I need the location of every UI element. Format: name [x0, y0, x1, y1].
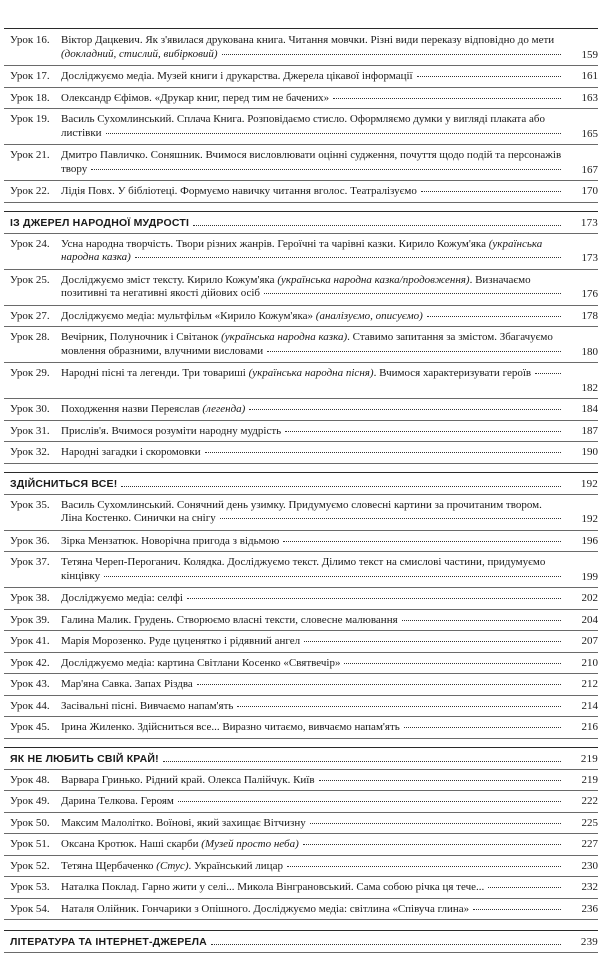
- page-number: 159: [581, 48, 598, 61]
- section-heading-literature-sources[interactable]: [4, 930, 598, 953]
- dot-leader: [187, 598, 561, 599]
- lesson-number: Урок 30.: [10, 403, 50, 415]
- dot-leader: [287, 866, 561, 867]
- dot-leader: [333, 98, 561, 99]
- lesson-group-c: [4, 495, 598, 739]
- toc-entry[interactable]: [4, 531, 598, 553]
- dot-leader: [211, 944, 561, 945]
- lesson-line: [61, 367, 565, 381]
- section-heading-folk-wisdom[interactable]: [4, 211, 598, 234]
- lesson-line: [61, 238, 565, 265]
- section-page-number: 173: [580, 216, 598, 229]
- lesson-title: Засівальні пісні. Вивчаємо напам'ять: [61, 699, 234, 712]
- dot-leader: [163, 761, 561, 762]
- lesson-number: Урок 24.: [10, 237, 50, 250]
- lesson-line: [61, 795, 565, 809]
- lesson-body: [61, 499, 565, 526]
- dot-leader: [197, 684, 561, 685]
- lesson-line: [61, 70, 565, 84]
- toc-entry[interactable]: [4, 327, 598, 363]
- toc-entry[interactable]: [4, 653, 598, 675]
- dot-leader: [285, 431, 561, 432]
- toc-entry[interactable]: [4, 770, 598, 792]
- lesson-number: Урок 53.: [10, 881, 50, 893]
- toc-entry[interactable]: [4, 631, 598, 653]
- page-number: 161: [581, 70, 598, 82]
- lesson-body: [61, 678, 565, 692]
- page-number: 184: [581, 403, 598, 415]
- lesson-line: [61, 403, 565, 417]
- lesson-body: [61, 238, 565, 265]
- lesson-body: [61, 535, 565, 549]
- lesson-body: [61, 274, 565, 301]
- lesson-number: Урок 31.: [10, 424, 50, 437]
- dot-leader: [488, 887, 561, 888]
- page-number: 178: [581, 309, 598, 322]
- page-number: 222: [581, 795, 598, 807]
- page-number: 163: [581, 91, 598, 104]
- dot-leader: [91, 169, 561, 170]
- page-number: 212: [581, 678, 598, 690]
- page-number: 236: [581, 902, 598, 915]
- lesson-body: [61, 795, 565, 809]
- dot-leader: [535, 373, 561, 374]
- toc-entry[interactable]: [4, 717, 598, 739]
- lesson-body: [61, 614, 565, 628]
- lesson-line: [61, 592, 565, 606]
- toc-entry[interactable]: [4, 363, 598, 399]
- lesson-body: [61, 903, 565, 917]
- page-number: 230: [581, 859, 598, 872]
- lesson-title: Лідія Повх. У бібліотеці. Формуємо навичку читання вголос. Театралізуємо: [61, 185, 417, 197]
- lesson-title: Василь Сухомлинський. Сплача Книга. Розповідаємо стисло. Оформляємо думки у вигляді плаката або листівки: [61, 113, 545, 139]
- lesson-line: [61, 614, 565, 628]
- lesson-title: Тетяна Щербаченко (Стус). Український лицар: [61, 859, 283, 872]
- lesson-body: [61, 700, 565, 714]
- lesson-line: [61, 149, 565, 176]
- page-number: 170: [581, 185, 598, 197]
- lesson-line: [61, 635, 565, 649]
- toc-entry[interactable]: [4, 181, 598, 203]
- lesson-number: Урок 27.: [10, 309, 50, 322]
- lesson-title: Досліджуємо медіа: селфі: [61, 592, 183, 604]
- lesson-body: [61, 817, 565, 831]
- page-number: 227: [581, 838, 598, 850]
- lesson-number: Урок 35.: [10, 498, 50, 511]
- lesson-number: Урок 25.: [10, 273, 50, 286]
- lesson-line: [61, 721, 565, 735]
- lesson-title: Олександр Єфімов. «Друкар книг, перед тим не бачених»: [61, 91, 330, 104]
- lesson-body: [61, 403, 565, 417]
- toc-entry[interactable]: [4, 66, 598, 88]
- lesson-title: Наталка Поклад. Гарно жити у селі... Микола Вінграновський. Сама собою річка ця тече...: [61, 881, 485, 893]
- lesson-number: Урок 51.: [10, 838, 50, 850]
- page-number: 210: [581, 656, 598, 669]
- toc-entry[interactable]: [4, 306, 598, 328]
- lesson-title: Усна народна творчість. Твори різних жанрів. Героїчні та чарівні казки. Кирило Кожум'яка (українська народна казка): [61, 237, 543, 263]
- lesson-title: Народні пісні та легенди. Три товариші (українська народна пісня). Вчимося характеризувати героїв: [61, 367, 532, 379]
- dot-leader: [402, 620, 561, 621]
- page-number: 202: [581, 592, 598, 604]
- page-number: 192: [581, 513, 598, 525]
- lesson-body: [61, 635, 565, 649]
- dot-leader: [178, 801, 561, 802]
- dot-leader: [319, 780, 561, 781]
- dot-leader: [404, 727, 561, 728]
- page-number: 190: [581, 446, 598, 458]
- lesson-number: Урок 29.: [10, 367, 50, 379]
- lesson-title: Досліджуємо медіа. Музей книги і друкарства. Джерела цікавої інформації: [61, 70, 413, 82]
- dot-leader: [304, 641, 561, 642]
- dot-leader: [237, 706, 561, 707]
- lesson-line: [61, 425, 565, 439]
- lesson-line: [61, 185, 565, 199]
- lesson-line: [61, 535, 565, 549]
- lesson-number: Урок 41.: [10, 635, 50, 647]
- lesson-title: Мар'яна Савка. Запах Різдва: [61, 678, 193, 690]
- page-number: 232: [581, 881, 598, 893]
- toc-entry[interactable]: [4, 877, 598, 899]
- lesson-number: Урок 36.: [10, 534, 50, 547]
- lesson-number: Урок 32.: [10, 446, 50, 458]
- lesson-number: Урок 48.: [10, 773, 50, 786]
- lesson-body: [61, 70, 565, 84]
- lesson-body: [61, 657, 565, 671]
- toc-entry[interactable]: [4, 588, 598, 610]
- lesson-line: [61, 817, 565, 831]
- lesson-title: Зірка Мензатюк. Новорічна пригода з відьмою: [61, 534, 280, 547]
- dot-leader: [417, 76, 561, 77]
- toc-entry[interactable]: [4, 495, 598, 531]
- lesson-line: [61, 34, 565, 61]
- dot-leader: [193, 225, 561, 226]
- dot-leader: [473, 909, 561, 910]
- page-number: 214: [581, 699, 598, 712]
- lesson-line: [61, 310, 565, 324]
- lesson-body: [61, 425, 565, 439]
- lesson-body: [61, 185, 565, 199]
- lesson-title: Досліджуємо медіа: картина Світлани Косенко «Святвечір»: [61, 656, 341, 669]
- dot-leader: [249, 409, 561, 410]
- toc-entry[interactable]: [4, 674, 598, 696]
- lesson-title: Народні загадки і скоромовки: [61, 446, 201, 458]
- lesson-line: [61, 903, 565, 917]
- page-number: 196: [581, 534, 598, 547]
- page-number: 173: [581, 252, 598, 264]
- section-page-number: 219: [580, 752, 598, 765]
- lesson-title: Ірина Жиленко. Здійсниться все... Виразно читаємо, вивчаємо напам'ять: [61, 721, 400, 733]
- toc-entry[interactable]: [4, 30, 598, 66]
- lesson-body: [61, 838, 565, 852]
- lesson-line: [61, 678, 565, 692]
- section-heading-everything-comes-true[interactable]: [4, 472, 598, 495]
- lesson-number: Урок 18.: [10, 91, 50, 104]
- dot-leader: [303, 844, 561, 845]
- page-number: 199: [581, 570, 598, 583]
- lesson-number: Урок 43.: [10, 678, 50, 690]
- page-number: 180: [581, 345, 598, 358]
- lesson-number: Урок 37.: [10, 556, 50, 568]
- lesson-line: [61, 860, 565, 874]
- page-number: 219: [581, 773, 598, 786]
- lesson-number: Урок 21.: [10, 149, 50, 161]
- lesson-title: Тетяна Череп-Пероганич. Колядка. Досліджуємо текст. Ділимо текст на смислові частини, придумуємо кінцівку: [61, 556, 546, 582]
- lesson-number: Урок 39.: [10, 613, 50, 626]
- lesson-number: Урок 16.: [10, 34, 50, 46]
- lesson-line: [61, 556, 565, 583]
- page-number: 165: [581, 127, 598, 140]
- lesson-body: [61, 860, 565, 874]
- lesson-number: Урок 22.: [10, 185, 50, 197]
- toc-entry[interactable]: [4, 145, 598, 181]
- toc-entry[interactable]: [4, 899, 598, 921]
- toc-entry[interactable]: [4, 552, 598, 588]
- lesson-title: Наталя Олійник. Гончарики з Опішного. Досліджуємо медіа: світлина «Співуча глина»: [61, 902, 470, 915]
- lesson-title: Дмитро Павличко. Соняшник. Вчимося висловлювати оцінні судження, почуття щодо подій та персонажів твору: [61, 149, 562, 175]
- lesson-number: Урок 38.: [10, 592, 50, 604]
- page-number: 207: [581, 635, 598, 647]
- lesson-number: Урок 49.: [10, 795, 50, 807]
- lesson-number: Урок 52.: [10, 859, 50, 872]
- lesson-line: [61, 274, 565, 301]
- dot-leader: [104, 576, 561, 577]
- dot-leader: [427, 316, 561, 317]
- dot-leader: [106, 133, 561, 134]
- toc-entry[interactable]: [4, 109, 598, 145]
- section-page-number: 192: [580, 477, 598, 490]
- lesson-title: Марія Морозенко. Руде цуценятко і рідявний ангел: [61, 635, 301, 647]
- dot-leader: [283, 541, 561, 542]
- lesson-title: Віктор Дацкевич. Як з'явилася друкована книга. Читання мовчки. Різні види переказу відповідно до мети (докладний, стислий, вибірковий): [61, 34, 555, 60]
- lesson-group-a: [4, 30, 598, 203]
- lesson-number: Урок 54.: [10, 902, 50, 915]
- section-title: ІЗ ДЖЕРЕЛ НАРОДНОЇ МУДРОСТІ: [10, 216, 190, 229]
- lesson-body: [61, 34, 565, 61]
- lesson-line: [61, 446, 565, 460]
- lesson-line: [61, 774, 565, 788]
- lesson-line: [61, 881, 565, 895]
- lesson-title: Дарина Телкова. Героям: [61, 795, 174, 807]
- lesson-line: [61, 657, 565, 671]
- lesson-number: Урок 45.: [10, 721, 50, 733]
- toc-entry[interactable]: [4, 421, 598, 443]
- lesson-title: Оксана Кротюк. Наші скарби (Музей просто неба): [61, 838, 299, 850]
- lesson-title: Походження назви Переяслав (легенда): [61, 403, 246, 415]
- lesson-body: [61, 113, 565, 140]
- dot-leader: [205, 452, 561, 453]
- dot-leader: [310, 823, 561, 824]
- toc-entry[interactable]: [4, 442, 598, 464]
- lesson-title: Варвара Гринько. Рідний край. Олекса Палійчук. Київ: [61, 773, 315, 786]
- lesson-body: [61, 149, 565, 176]
- lesson-group-b: [4, 234, 598, 464]
- lesson-body: [61, 331, 565, 358]
- section-title: ЛІТЕРАТУРА ТА ІНТЕРНЕТ-ДЖЕРЕЛА: [10, 936, 207, 948]
- lesson-line: [61, 499, 565, 526]
- lesson-title: Прислів'я. Вчимося розуміти народну мудрість: [61, 424, 282, 437]
- lesson-line: [61, 700, 565, 714]
- lesson-body: [61, 881, 565, 895]
- lesson-number: Урок 50.: [10, 816, 50, 829]
- lesson-body: [61, 446, 565, 460]
- dot-leader: [121, 486, 561, 487]
- lesson-title: Максим Малолітко. Воїнові, який захищає Вітчизну: [61, 816, 306, 829]
- lesson-body: [61, 92, 565, 106]
- top-rule: [4, 28, 598, 29]
- lesson-body: [61, 774, 565, 788]
- lesson-number: Урок 44.: [10, 699, 50, 712]
- lesson-title: Галина Малик. Грудень. Створюємо власні тексти, словесне малювання: [61, 613, 398, 626]
- page-number: 204: [581, 613, 598, 626]
- dot-leader: [344, 663, 561, 664]
- toc-entry[interactable]: [4, 88, 598, 110]
- lesson-body: [61, 592, 565, 606]
- lesson-number: Урок 17.: [10, 70, 50, 82]
- toc-entry[interactable]: [4, 813, 598, 835]
- toc-entry[interactable]: [4, 834, 598, 856]
- page-number: 182: [581, 381, 598, 394]
- toc-entry[interactable]: [4, 610, 598, 632]
- page-number: 176: [581, 288, 598, 300]
- section-title: ЯК НЕ ЛЮБИТЬ СВІЙ КРАЙ!: [10, 752, 159, 765]
- lesson-title: Вечірник, Полуночник і Світанок (українська народна казка). Ставимо запитання за змістом. Збагачуємо мовлення образними, влучними висловами: [61, 331, 553, 357]
- dot-leader: [264, 293, 561, 294]
- table-of-contents: [4, 30, 598, 953]
- lesson-line: [61, 113, 565, 140]
- lesson-number: Урок 19.: [10, 113, 50, 125]
- lesson-number: Урок 28.: [10, 331, 50, 343]
- lesson-body: [61, 310, 565, 324]
- lesson-line: [61, 331, 565, 358]
- page-number: 187: [581, 424, 598, 437]
- dot-leader: [267, 351, 561, 352]
- lesson-number: Урок 42.: [10, 656, 50, 669]
- toc-entry[interactable]: [4, 856, 598, 878]
- lesson-group-d: [4, 770, 598, 921]
- lesson-body: [61, 367, 565, 381]
- lesson-title: Досліджуємо зміст тексту. Кирило Кожум'яка (українська народна казка/продовження). Визначаємо позитивні та негативні якості дійових осіб: [61, 273, 531, 299]
- dot-leader: [135, 257, 561, 258]
- dot-leader: [421, 191, 561, 192]
- section-page-number: 239: [580, 936, 598, 948]
- toc-entry[interactable]: [4, 270, 598, 306]
- section-heading-love-your-land[interactable]: [4, 747, 598, 770]
- lesson-title: Василь Сухомлинський. Сонячний день узимку. Придумуємо словесні картини за прочитаним твором. Ліна Костенко. Синички на снігу: [61, 498, 542, 524]
- lesson-title: Досліджуємо медіа: мультфільм «Кирило Кожум'яка» (аналізуємо, описуємо): [61, 309, 423, 322]
- page-number: 216: [581, 721, 598, 733]
- lesson-line: [61, 838, 565, 852]
- toc-entry[interactable]: [4, 399, 598, 421]
- page-number: 167: [581, 163, 598, 176]
- toc-entry[interactable]: [4, 696, 598, 718]
- page-number: 225: [581, 816, 598, 829]
- lesson-body: [61, 556, 565, 583]
- dot-leader: [220, 518, 561, 519]
- lesson-body: [61, 721, 565, 735]
- dot-leader: [222, 54, 561, 55]
- section-title: ЗДІЙСНИТЬСЯ ВСЕ!: [10, 477, 118, 490]
- toc-entry[interactable]: [4, 234, 598, 270]
- toc-entry[interactable]: [4, 791, 598, 813]
- lesson-line: [61, 92, 565, 106]
